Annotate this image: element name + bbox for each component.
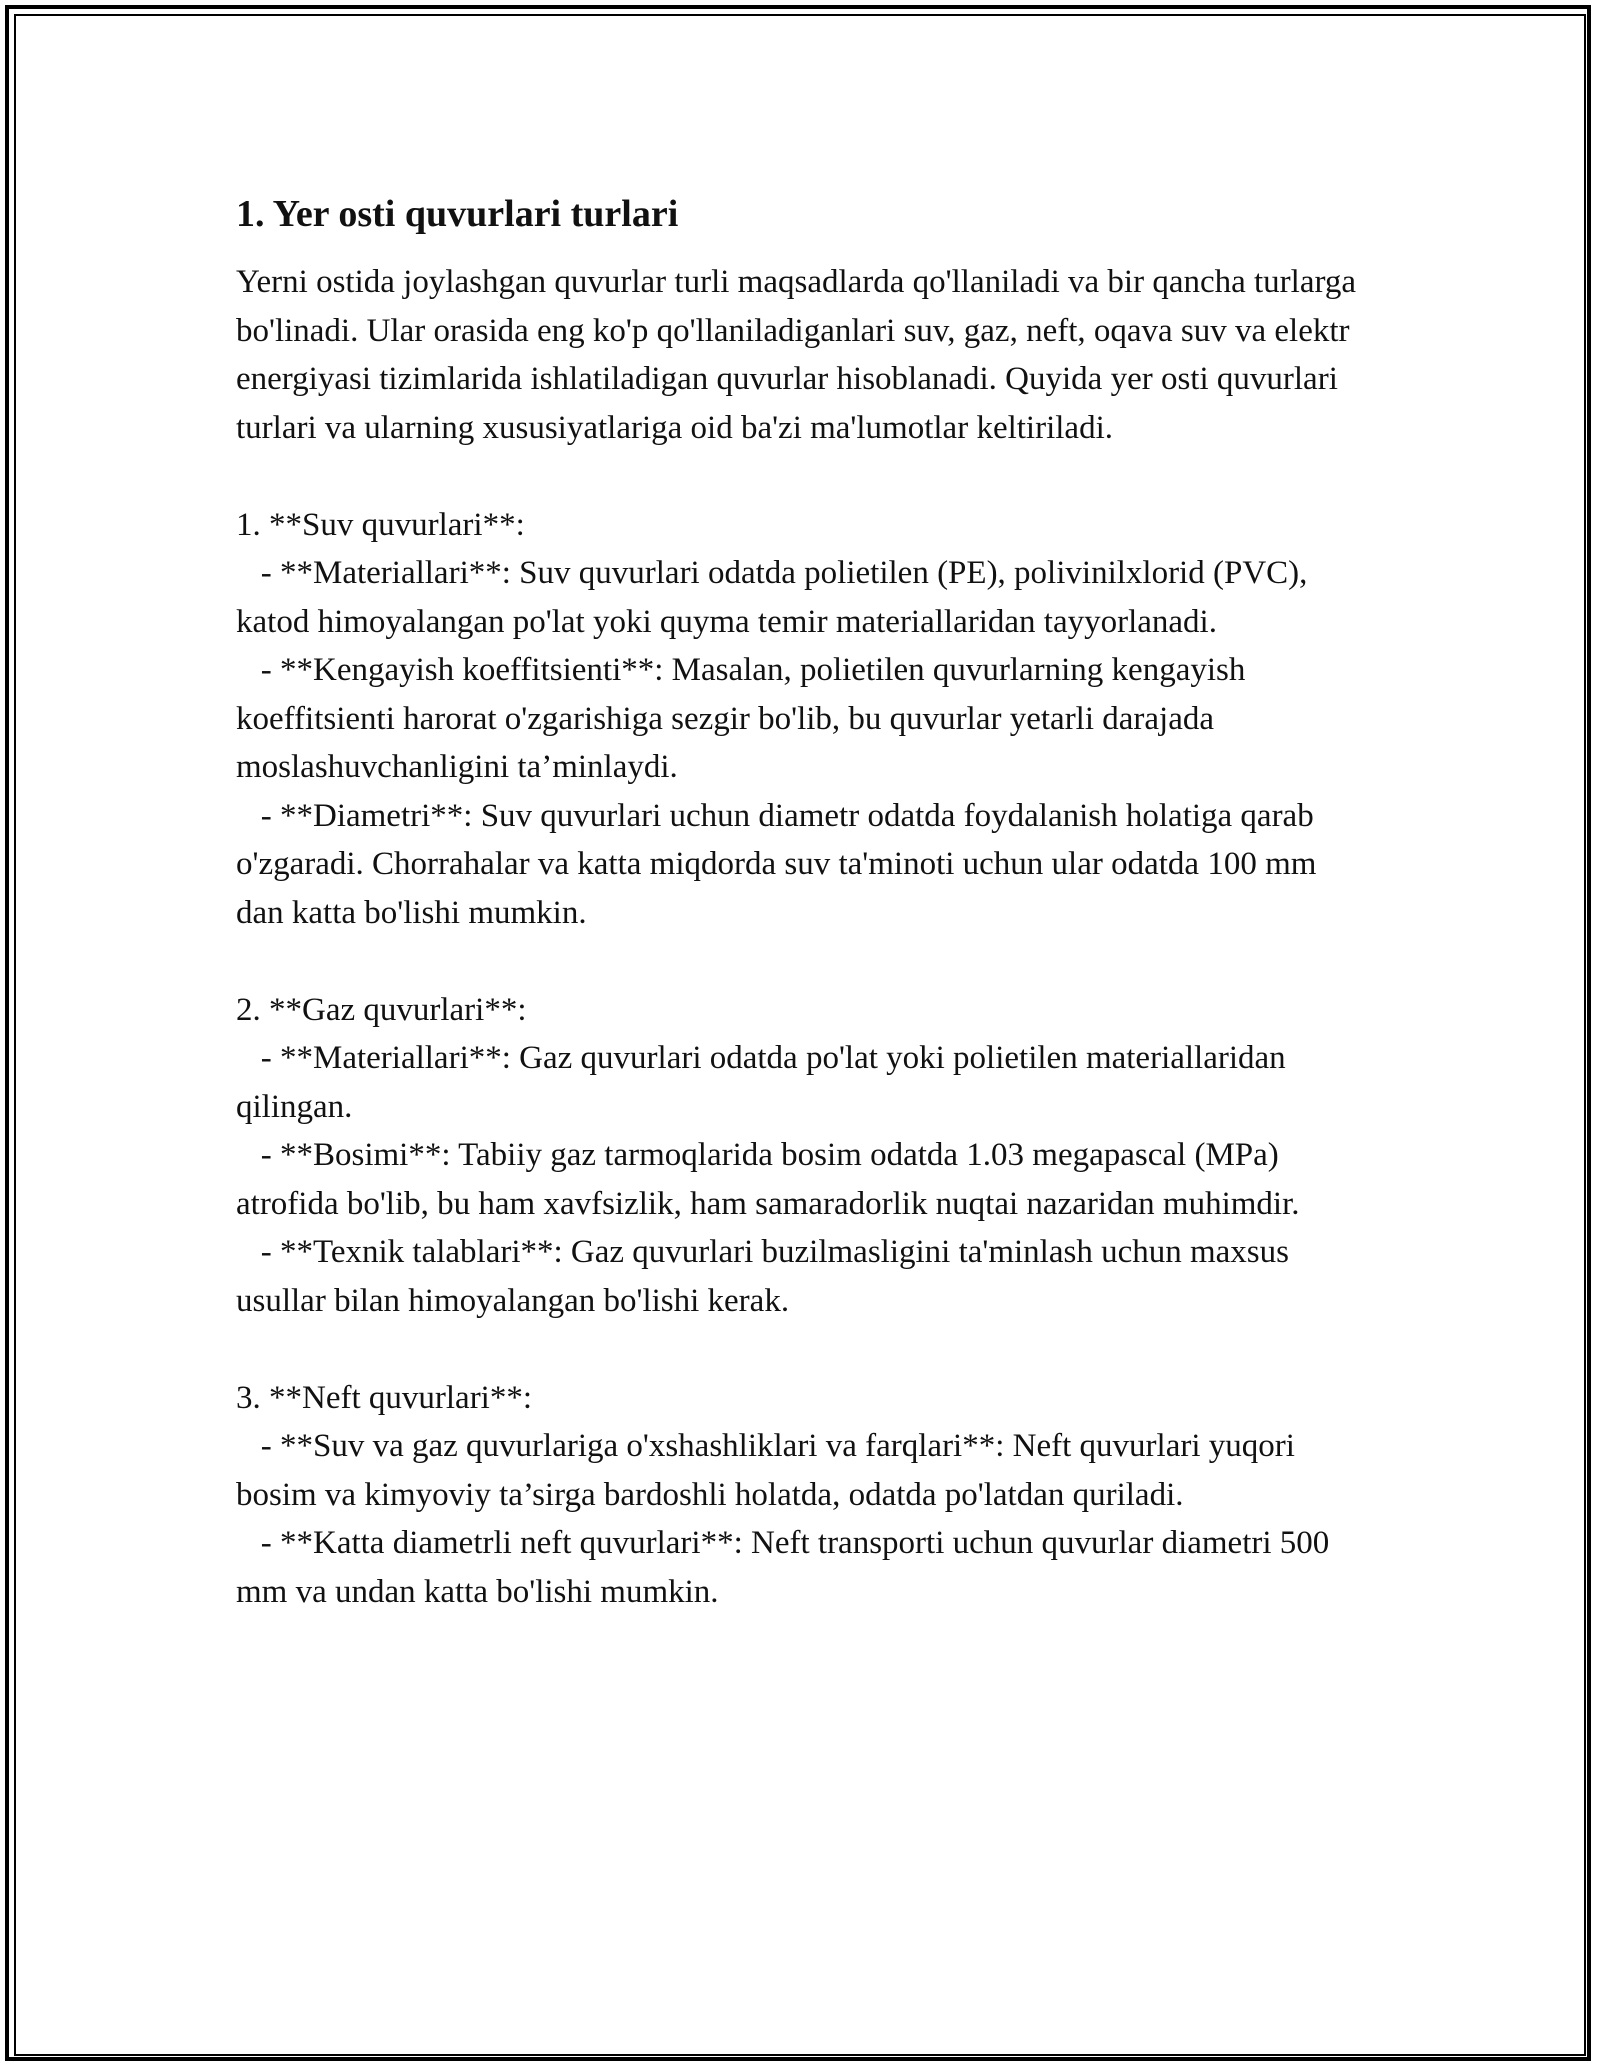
spacer: [236, 937, 1366, 986]
spacer: [236, 1325, 1366, 1374]
list-item: - **Suv va gaz quvurlariga o'xshashliklari va farqlari**: Neft quvurlari yuqori bosim va kimyoviy ta’sirga bardoshli holatda, odatda po'latdan quriladi.: [236, 1428, 1304, 1513]
section-heading: 3. **Neft quvurlari**:: [236, 1379, 533, 1416]
section-heading: 2. **Gaz quvurlari**:: [236, 991, 527, 1028]
section-water-pipes: [236, 501, 1366, 938]
list-item: - **Materiallari**: Suv quvurlari odatda polietilen (PE), polivinilxlorid (PVC), katod himoyalangan po'lat yoki quyma temir materiallaridan tayyorlanadi.: [236, 555, 1316, 640]
list-item: - **Bosimi**: Tabiiy gaz tarmoqlarida bosim odatda 1.03 megapascal (MPa) atrofida bo'lib, bu ham xavfsizlik, ham samaradorlik nuqtai nazaridan muhimdir.: [236, 1137, 1300, 1222]
spacer: [236, 452, 1366, 501]
list-item: - **Kengayish koeffitsienti**: Masalan, polietilen quvurlarning kengayish koeffitsienti harorat o'zgarishiga sezgir bo'lib, bu quvurlar yetarli darajada moslashuvchanligini ta’minlaydi.: [236, 652, 1254, 785]
list-item: - **Texnik talablari**: Gaz quvurlari buzilmasligini ta'minlash uchun maxsus usullar bilan himoyalangan bo'lishi kerak.: [236, 1234, 1298, 1319]
section-gas-pipes: [236, 986, 1366, 1326]
intro-paragraph: Yerni ostida joylashgan quvurlar turli maqsadlarda qo'llaniladi va bir qancha turlarga bo'linadi. Ular orasida eng ko'p qo'llaniladiganlari suv, gaz, neft, oqava suv va elektr energiyasi tizimlarida ishlatiladigan quvurlar hisoblanadi. Quyida yer osti quvurlari turlari va ularning xususiyatlariga oid ba'zi ma'lumotlar keltiriladi.: [236, 264, 1365, 446]
list-item: - **Materiallari**: Gaz quvurlari odatda po'lat yoki polietilen materiallaridan qilingan.: [236, 1040, 1294, 1125]
section-heading: 1. **Suv quvurlari**:: [236, 506, 525, 543]
list-item: - **Diametri**: Suv quvurlari uchun diametr odatda foydalanish holatiga qarab o'zgaradi. Chorrahalar va katta miqdorda suv ta'minoti uchun ular odatda 100 mm dan katta bo'lishi mumkin.: [236, 797, 1325, 931]
document-body: [236, 190, 1366, 1616]
document-title: 1. Yer osti quvurlari turlari: [236, 193, 679, 235]
list-item: - **Katta diametrli neft quvurlari**: Neft transporti uchun quvurlar diametri 500 mm va undan katta bo'lishi mumkin.: [236, 1525, 1338, 1610]
section-oil-pipes: [236, 1374, 1366, 1617]
